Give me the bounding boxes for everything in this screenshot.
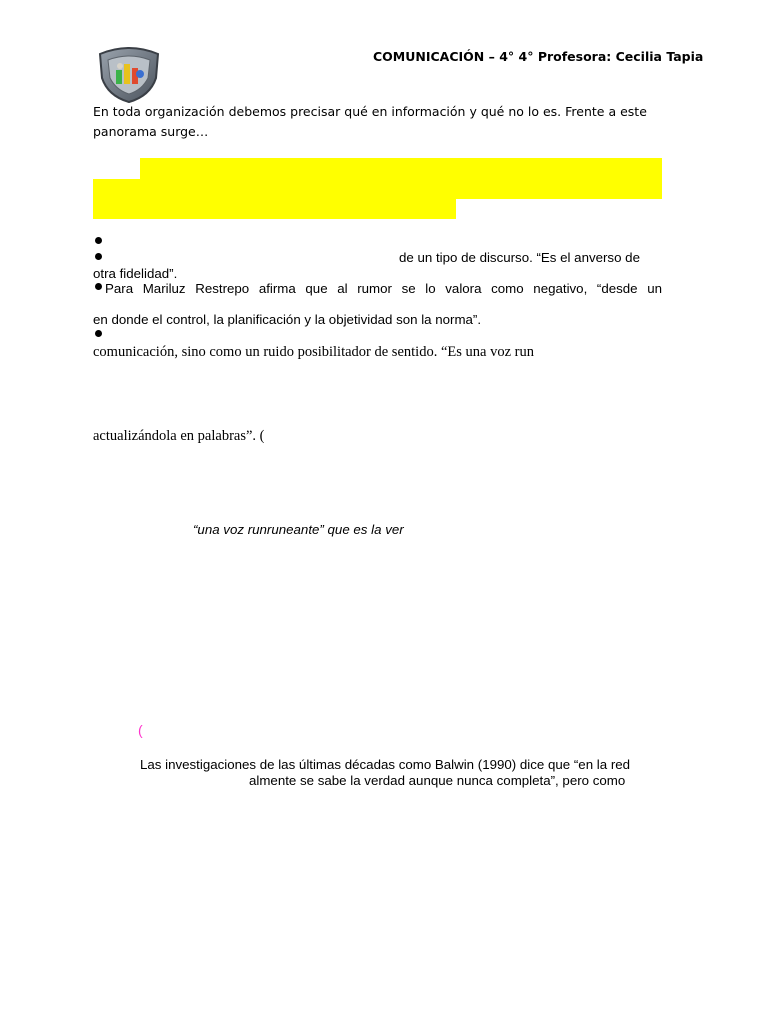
paragraph-line-1: Las investigaciones de las últimas décadas como Balwin (1990) dice que “en la red <box>140 757 631 772</box>
paragraph-line-2: almente se sabe la verdad aunque nunca completa”, pero como <box>249 773 626 788</box>
bullet-dot-4 <box>95 330 102 337</box>
bullet-3-text: Para Mariluz Restrepo afirma que al rumor se lo valora como negativo, “desde un <box>105 281 662 296</box>
italic-quote: “una voz runruneante” que es la ver <box>193 522 404 537</box>
bullet-3-continuation: en donde el control, la planificación y la objetividad son la norma”. <box>93 312 482 327</box>
school-logo <box>94 44 164 104</box>
bullet-2-text: de un tipo de discurso. “Es el anverso de <box>399 250 640 265</box>
serif-line-2: actualizándola en palabras”. ( <box>93 428 265 444</box>
highlight-block-3 <box>93 199 456 219</box>
highlight-block-1 <box>140 158 662 179</box>
serif-line-1: comunicación, sino como un ruido posibilitador de sentido. “Es una voz run <box>93 344 534 360</box>
bullet-dot-3 <box>95 283 102 290</box>
intro-paragraph: En toda organización debemos precisar qué en información y qué no lo es. Frente a este panorama surge… <box>93 104 647 139</box>
stray-parenthesis: ( <box>138 722 143 738</box>
bullet-dot-2 <box>95 253 102 260</box>
bullet-2-continuation: otra fidelidad”. <box>93 266 178 281</box>
header-title: COMUNICACIÓN – 4° 4° Profesora: Cecilia Tapia <box>373 49 704 64</box>
bullet-dot-1 <box>95 237 102 244</box>
highlight-block-2 <box>93 179 662 199</box>
school-shield-crest-icon <box>94 44 164 104</box>
